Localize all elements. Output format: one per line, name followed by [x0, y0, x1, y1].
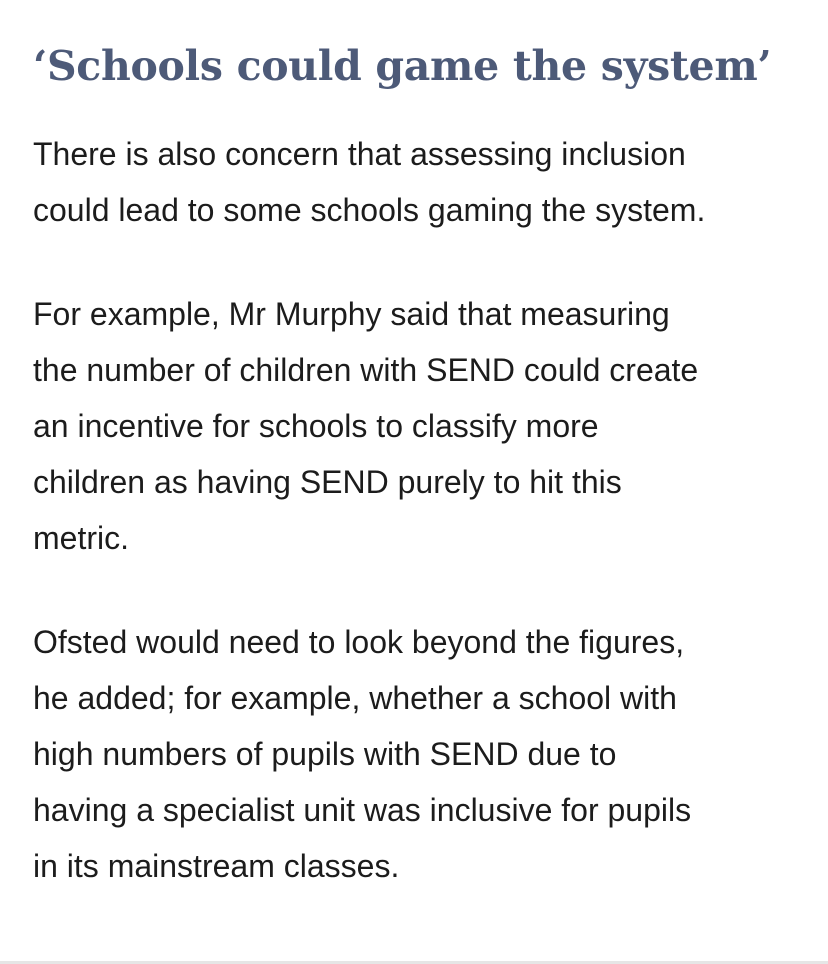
paragraph-line: Ofsted would need to look beyond the figures,	[33, 624, 685, 660]
paragraph-2	[33, 286, 813, 566]
paragraph-line: could lead to some schools gaming the system.	[33, 192, 706, 228]
paragraph-line: high numbers of pupils with SEND due to	[33, 736, 617, 772]
section-headline: ‘Schools could game the system’	[33, 42, 772, 90]
paragraph-line: an incentive for schools to classify more	[33, 408, 599, 444]
article-section	[33, 36, 813, 894]
paragraph-1	[33, 126, 813, 238]
paragraph-line: metric.	[33, 520, 129, 556]
paragraph-line: having a specialist unit was inclusive for pupils	[33, 792, 692, 828]
paragraph-line: There is also concern that assessing inclusion	[33, 136, 686, 172]
paragraph-line: in its mainstream classes.	[33, 848, 400, 884]
paragraph-line: he added; for example, whether a school with	[33, 680, 677, 716]
paragraph-line: For example, Mr Murphy said that measuring	[33, 296, 670, 332]
paragraph-3	[33, 614, 813, 894]
paragraph-line: children as having SEND purely to hit this	[33, 464, 622, 500]
paragraph-line: the number of children with SEND could create	[33, 352, 699, 388]
